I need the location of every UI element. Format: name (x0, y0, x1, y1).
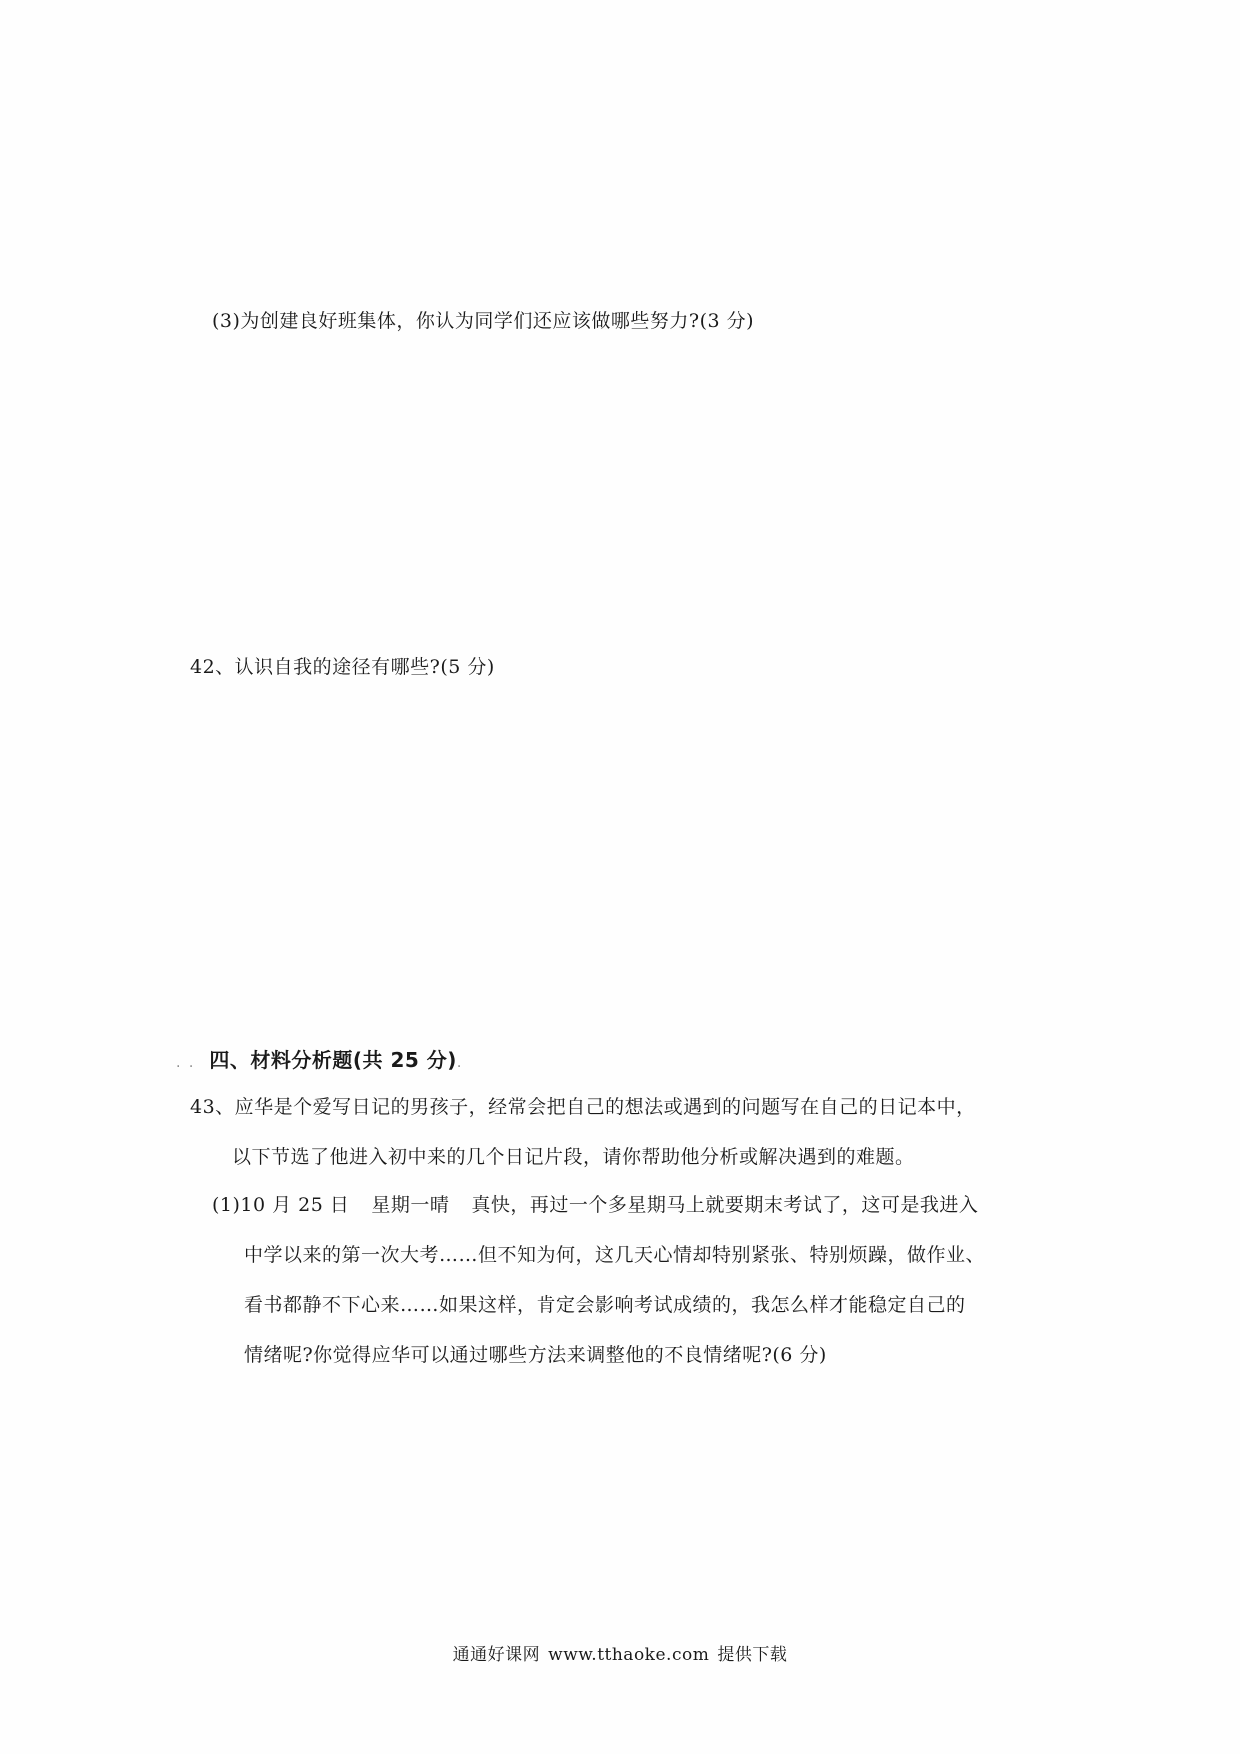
diary-weekday: 星期一晴 (371, 1194, 450, 1216)
footer-site-name: 通通好课网 (452, 1645, 541, 1665)
question-43-stem-line-1: 43、应华是个爱写日记的男孩子，经常会把自己的想法或遇到的问题写在自己的日记本中， (190, 1096, 976, 1118)
diary-date: (1)10 月 25 日 (212, 1194, 350, 1216)
question-43-part-1-line-2: 中学以来的第一次大考……但不知为何，这几天心情却特别紧张、特别烦躁，做作业、 (244, 1244, 986, 1266)
question-41-part-3: (3)为创建良好班集体，你认为同学们还应该做哪些努力?(3 分) (212, 310, 755, 332)
question-42: 42、认识自我的途径有哪些?(5 分) (190, 656, 495, 678)
page-footer (0, 1640, 1240, 1665)
section-title: 四、材料分析题(共 25 分) (209, 1048, 457, 1072)
section-trailing-dot: . (456, 1055, 462, 1071)
question-43-part-1-line-4: 情绪呢?你觉得应华可以通过哪些方法来调整他的不良情绪呢?(6 分) (244, 1344, 827, 1366)
diary-text-line-1: 真快，再过一个多星期马上就要期末考试了，这可是我进入 (471, 1194, 979, 1216)
section-leading-dots: . . (176, 1055, 196, 1071)
question-43-stem-line-2: 以下节选了他进入初中来的几个日记片段，请你帮助他分析或解决遇到的难题。 (232, 1146, 915, 1168)
section-heading (176, 1050, 462, 1070)
footer-url: www.tthaoke.com (548, 1645, 710, 1665)
question-43-part-1-line-1 (212, 1196, 978, 1215)
question-43-part-1-line-3: 看书都静不下心来……如果这样，肯定会影响考试成绩的，我怎么样才能稳定自己的 (244, 1294, 966, 1316)
footer-suffix: 提供下载 (717, 1645, 788, 1665)
